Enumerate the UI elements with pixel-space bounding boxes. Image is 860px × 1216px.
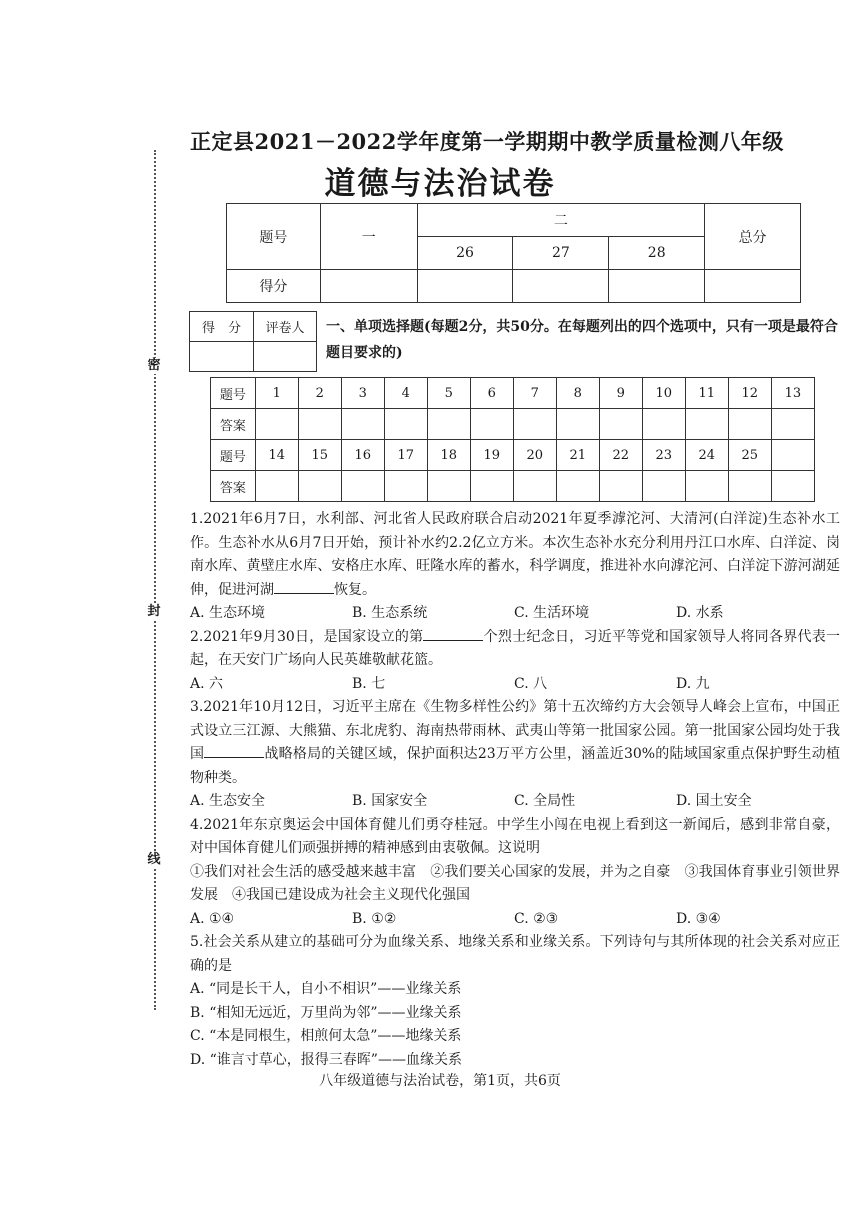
- answer-grid-answer-cell[interactable]: [642, 471, 685, 502]
- answer-grid-qnum: 18: [427, 440, 470, 471]
- question-1: [190, 508, 840, 626]
- answer-grid-qnum-label: 题号: [211, 440, 256, 471]
- grader-box: [189, 311, 317, 372]
- answer-grid-qnum: 10: [642, 378, 685, 409]
- score-cell[interactable]: [513, 270, 609, 303]
- answer-grid-answer-cell[interactable]: [384, 409, 427, 440]
- question-text: 3.2021年10月12日，习近平主席在《生物多样性公约》第十五次缔约方大会领导人峰会上宣布，中国正式设立三江源、大熊猫、东北虎豹、海南热带雨林、武夷山等第一批国家公园。第一批国家公园均处于我国: [190, 699, 840, 762]
- answer-grid-answer-cell[interactable]: [771, 471, 814, 502]
- answer-grid-qnum: 25: [728, 440, 771, 471]
- answer-grid-answer-cell[interactable]: [556, 409, 599, 440]
- question-text: 5.社会关系从建立的基础可分为血缘关系、地缘关系和业缘关系。下列诗句与其所体现的社会关系对应正确的是: [190, 934, 840, 974]
- answer-grid-qnum: 9: [599, 378, 642, 409]
- grader-name-label: 评卷人: [254, 312, 317, 342]
- grader-score-label: 得 分: [190, 312, 254, 342]
- answer-grid-answer-cell[interactable]: [341, 471, 384, 502]
- section1-heading: 一、单项选择题(每题2分，共50分。在每题列出的四个选项中，只有一项是最符合题目要求的): [326, 319, 838, 361]
- option-b[interactable]: B. 国家安全: [352, 793, 428, 809]
- answer-grid-answer-cell[interactable]: [771, 409, 814, 440]
- answer-grid-answer-cell[interactable]: [513, 409, 556, 440]
- answer-grid-answer-cell[interactable]: [255, 409, 298, 440]
- answer-grid-qnum: 6: [470, 378, 513, 409]
- answer-grid-answer-cell[interactable]: [642, 409, 685, 440]
- answer-grid-qnum: 8: [556, 378, 599, 409]
- answer-blank[interactable]: [204, 743, 264, 758]
- option-c[interactable]: C. 全局性: [514, 793, 576, 809]
- answer-grid-answer-cell[interactable]: [298, 409, 341, 440]
- answer-grid-qnum: 22: [599, 440, 642, 471]
- score-table-sub-26: 26: [417, 237, 513, 270]
- question-list: [190, 508, 840, 1072]
- answer-grid-qnum: 4: [384, 378, 427, 409]
- score-table-qnum-header: 题号: [227, 204, 321, 270]
- answer-grid-answer-cell[interactable]: [513, 471, 556, 502]
- score-table-part1-header: 一: [320, 204, 417, 270]
- margin-label-xian: 线: [147, 852, 161, 867]
- answer-grid: [210, 377, 815, 502]
- option-d[interactable]: D. ③④: [676, 910, 721, 927]
- answer-grid-answer-cell[interactable]: [556, 471, 599, 502]
- answer-grid-answer-cell[interactable]: [427, 471, 470, 502]
- margin-label-mi: 密: [147, 358, 161, 373]
- question-statements: ①我们对社会生活的感受越来越丰富 ②我们要关心国家的发展，并为之自豪 ③我国体育事业引领世界发展 ④我国已建设成为社会主义现代化强国: [190, 863, 840, 903]
- answer-grid-answer-cell[interactable]: [427, 409, 470, 440]
- option-b[interactable]: B. ①②: [352, 910, 397, 927]
- answer-grid-qnum: 1: [255, 378, 298, 409]
- answer-grid-answer-cell[interactable]: [599, 409, 642, 440]
- option-d[interactable]: D. 水系: [676, 605, 724, 621]
- option-b[interactable]: B. 七: [352, 675, 386, 692]
- option-d[interactable]: D. 国土安全: [676, 793, 752, 809]
- option-a[interactable]: A. 生态安全: [190, 793, 266, 809]
- grader-score-cell[interactable]: [190, 342, 254, 372]
- answer-grid-qnum: [771, 440, 814, 471]
- answer-grid-qnum: 7: [513, 378, 556, 409]
- answer-grid-answer-cell[interactable]: [470, 409, 513, 440]
- answer-grid-qnum: 11: [685, 378, 728, 409]
- score-table-part2-header: 二: [417, 204, 705, 237]
- page-footer: 八年级道德与法治试卷，第1页，共6页: [319, 1073, 561, 1089]
- option-a[interactable]: A. ①④: [190, 910, 235, 927]
- answer-grid-qnum: 24: [685, 440, 728, 471]
- question-3: [190, 696, 840, 814]
- option-a[interactable]: A. 六: [190, 675, 224, 692]
- option-d[interactable]: D. “谁言寸草心，报得三春晖”——血缘关系: [190, 1051, 462, 1068]
- score-cell[interactable]: [705, 270, 801, 303]
- score-table-total-header: 总分: [705, 204, 801, 270]
- exam-title-line2: 道德与法治试卷: [324, 166, 556, 202]
- score-table-score-label: 得分: [227, 270, 321, 303]
- answer-grid-answer-cell[interactable]: [384, 471, 427, 502]
- answer-grid-qnum: 20: [513, 440, 556, 471]
- answer-grid-qnum: 17: [384, 440, 427, 471]
- answer-grid-qnum: 15: [298, 440, 341, 471]
- binding-line: [154, 150, 156, 1010]
- question-4: [190, 814, 840, 932]
- answer-grid-answer-cell[interactable]: [298, 471, 341, 502]
- answer-grid-qnum: 2: [298, 378, 341, 409]
- margin-label-feng: 封: [147, 604, 161, 619]
- option-d[interactable]: D. 九: [676, 675, 710, 692]
- answer-blank[interactable]: [274, 579, 334, 594]
- option-a[interactable]: A. “同是长干人，自小不相识”——业缘关系: [190, 981, 462, 997]
- option-b[interactable]: B. “相知无远近，万里尚为邻”——业缘关系: [190, 1004, 462, 1021]
- answer-grid-answer-cell[interactable]: [255, 471, 298, 502]
- answer-grid-qnum-label: 题号: [211, 378, 256, 409]
- option-c[interactable]: C. 生活环境: [514, 605, 590, 621]
- score-cell[interactable]: [417, 270, 513, 303]
- option-c[interactable]: C. 八: [514, 675, 548, 692]
- answer-grid-qnum: 19: [470, 440, 513, 471]
- score-table-sub-28: 28: [609, 237, 705, 270]
- score-cell[interactable]: [609, 270, 705, 303]
- exam-title-line1: 正定县2021－2022学年度第一学期期中教学质量检测八年级: [190, 129, 784, 154]
- answer-grid-answer-cell[interactable]: [728, 471, 771, 502]
- option-a[interactable]: A. 生态环境: [190, 605, 266, 621]
- answer-grid-qnum: 5: [427, 378, 470, 409]
- answer-grid-answer-cell[interactable]: [599, 471, 642, 502]
- question-text: 个烈士纪念日，习近平等党和国家领导人将同各界代表一起，在天安门广场向人民英雄敬献花篮。: [190, 628, 840, 668]
- answer-grid-qnum: 16: [341, 440, 384, 471]
- answer-grid-qnum: 12: [728, 378, 771, 409]
- answer-grid-answer-label: 答案: [211, 471, 256, 502]
- answer-grid-answer-cell[interactable]: [341, 409, 384, 440]
- score-table-sub-27: 27: [513, 237, 609, 270]
- grader-name-cell[interactable]: [254, 342, 317, 372]
- answer-grid-answer-label: 答案: [211, 409, 256, 440]
- answer-grid-qnum: 14: [255, 440, 298, 471]
- answer-grid-answer-cell[interactable]: [728, 409, 771, 440]
- question-text: 2.2021年9月30日，是国家设立的第: [190, 628, 424, 645]
- score-cell[interactable]: [320, 270, 417, 303]
- answer-grid-qnum: 3: [341, 378, 384, 409]
- option-b[interactable]: B. 生态系统: [352, 605, 428, 621]
- question-text: 4.2021年东京奥运会中国体育健儿们勇夺桂冠。中学生小闯在电视上看到这一新闻后，感到非常自豪，对中国体育健儿们顽强拼搏的精神感到由衷敬佩。这说明: [190, 816, 840, 856]
- answer-grid-answer-cell[interactable]: [685, 471, 728, 502]
- option-c[interactable]: C. “本是同根生，相煎何太急”——地缘关系: [190, 1028, 462, 1044]
- question-5: [190, 931, 840, 1072]
- question-text: 1.2021年6月7日，水利部、河北省人民政府联合启动2021年夏季滹沱河、大清河(白洋淀)生态补水工作。生态补水从6月7日开始，预计补水约2.2亿立方米。本次生态补水充分利用丹江口水库、白洋淀、岗南水库、黄壁庄水库、安格庄水库、旺隆水库的蓄水，科学调度，推进补水向滹沱河、白洋淀下游河湖延伸，促进河湖: [190, 511, 840, 598]
- question-text: 战略格局的关键区域，保护面积达23万平方公里，涵盖近30%的陆域国家重点保护野生动植物种类。: [190, 746, 840, 786]
- option-c[interactable]: C. ②③: [514, 910, 559, 927]
- question-text: 恢复。: [334, 581, 376, 598]
- answer-grid-qnum: 13: [771, 378, 814, 409]
- answer-grid-answer-cell[interactable]: [685, 409, 728, 440]
- score-table: [226, 203, 801, 303]
- answer-grid-qnum: 23: [642, 440, 685, 471]
- answer-blank[interactable]: [423, 626, 483, 641]
- answer-grid-qnum: 21: [556, 440, 599, 471]
- answer-grid-answer-cell[interactable]: [470, 471, 513, 502]
- question-2: [190, 626, 840, 697]
